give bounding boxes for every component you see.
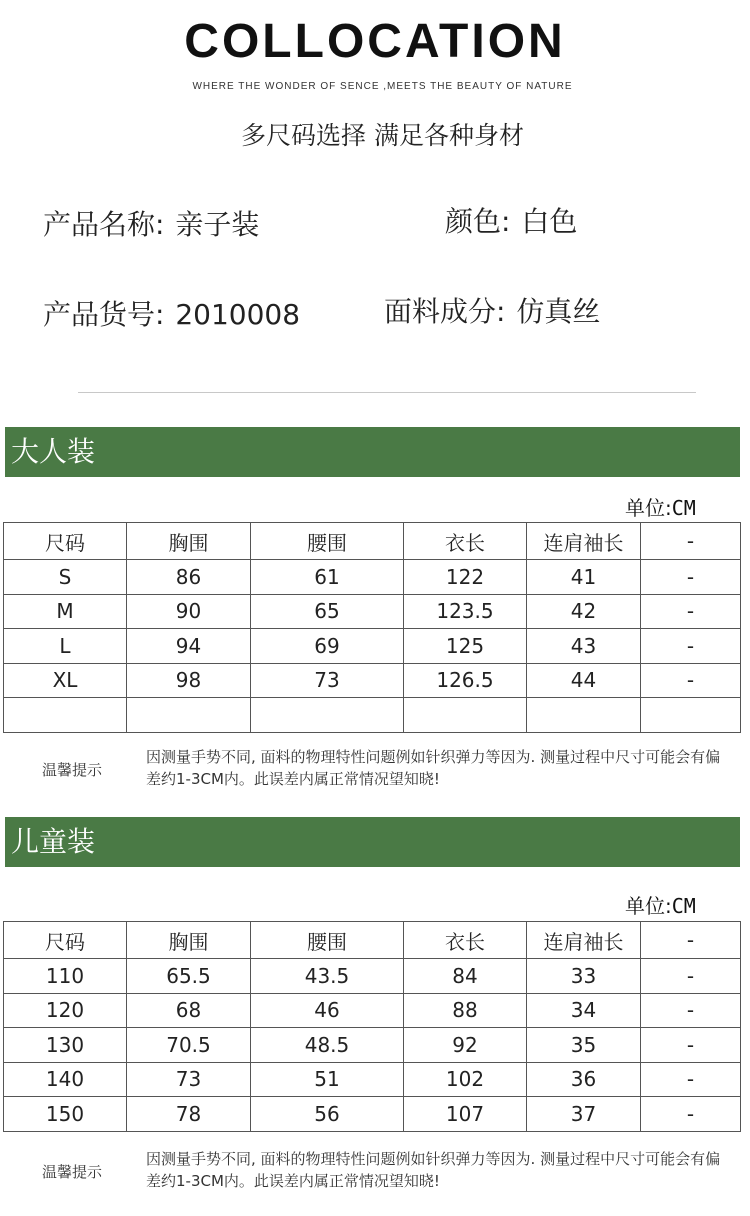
table-cell: 35 — [527, 1028, 641, 1063]
table-cell: 140 — [4, 1062, 127, 1097]
brand-title: COLLOCATION — [184, 15, 566, 68]
brand-tagline: WHERE THE WONDER OF SENCE ,MEETS THE BEAUTY OF NATURE — [192, 81, 573, 92]
table-cell: - — [641, 959, 741, 994]
table-cell: 68 — [127, 993, 251, 1028]
table-row — [4, 1028, 741, 1063]
adult-tip-label: 温馨提示 — [42, 761, 103, 779]
table-cell: 78 — [127, 1097, 251, 1132]
table-cell: 51 — [251, 1062, 404, 1097]
product-fabric-value: 仿真丝 — [516, 295, 601, 328]
header-cell: 尺码 — [4, 523, 127, 560]
table-cell: M — [4, 594, 127, 629]
table-cell: 90 — [127, 594, 251, 629]
table-cell: 130 — [4, 1028, 127, 1063]
header-cell: 胸围 — [127, 922, 251, 959]
table-cell — [641, 698, 741, 733]
table-cell: 69 — [251, 629, 404, 664]
table-row — [4, 663, 741, 698]
table-header-row — [4, 523, 741, 560]
product-color — [445, 200, 577, 240]
table-cell: 56 — [251, 1097, 404, 1132]
product-sku-value: 2010008 — [175, 298, 301, 331]
table-row — [4, 594, 741, 629]
adult-tip-text: 因测量手势不同, 面料的物理特性问题例如针织弹力等因为. 测量过程中尺寸可能会有偏差约1-3CM内。此误差内属正常情况望知晓! — [146, 748, 721, 788]
page-subtitle: 多尺码选择 满足各种身材 — [241, 121, 524, 150]
table-cell: 43 — [527, 629, 641, 664]
table-cell: - — [641, 663, 741, 698]
header-cell: - — [641, 922, 741, 959]
table-cell: 46 — [251, 993, 404, 1028]
table-row — [4, 629, 741, 664]
header-cell: 腰围 — [251, 523, 404, 560]
header-cell: 连肩袖长 — [527, 922, 641, 959]
header-cell: 腰围 — [251, 922, 404, 959]
table-cell: S — [4, 560, 127, 595]
table-cell: - — [641, 629, 741, 664]
table-row — [4, 959, 741, 994]
table-cell: 41 — [527, 560, 641, 595]
table-cell: 37 — [527, 1097, 641, 1132]
table-cell: 125 — [404, 629, 527, 664]
table-cell: 70.5 — [127, 1028, 251, 1063]
table-cell: 102 — [404, 1062, 527, 1097]
table-cell: 94 — [127, 629, 251, 664]
table-cell: 33 — [527, 959, 641, 994]
table-cell: 123.5 — [404, 594, 527, 629]
product-fabric — [384, 290, 600, 330]
table-cell: - — [641, 1097, 741, 1132]
table-cell: 110 — [4, 959, 127, 994]
table-cell: 73 — [127, 1062, 251, 1097]
table-header-row — [4, 922, 741, 959]
table-row — [4, 698, 741, 733]
adult-section-title: 大人装 — [5, 427, 740, 477]
table-cell — [251, 698, 404, 733]
table-cell: - — [641, 594, 741, 629]
table-cell: 48.5 — [251, 1028, 404, 1063]
product-color-value: 白色 — [521, 205, 578, 238]
table-cell: 73 — [251, 663, 404, 698]
child-section-title: 儿童装 — [5, 817, 740, 867]
product-sku-label: 产品货号: — [43, 298, 165, 331]
header-cell: 胸围 — [127, 523, 251, 560]
table-cell — [4, 698, 127, 733]
table-row — [4, 1097, 741, 1132]
table-cell: 65.5 — [127, 959, 251, 994]
product-color-label: 颜色: — [445, 205, 511, 238]
table-cell: 61 — [251, 560, 404, 595]
table-cell: XL — [4, 663, 127, 698]
child-unit — [625, 890, 696, 919]
header-cell: 尺码 — [4, 922, 127, 959]
table-cell: 84 — [404, 959, 527, 994]
table-cell: - — [641, 560, 741, 595]
child-unit-value: CM — [671, 894, 696, 918]
child-size-table — [3, 921, 741, 1132]
table-cell: 92 — [404, 1028, 527, 1063]
child-tip-label: 温馨提示 — [42, 1163, 103, 1181]
table-cell: L — [4, 629, 127, 664]
adult-size-table — [3, 522, 741, 733]
table-cell: 42 — [527, 594, 641, 629]
table-cell: - — [641, 1062, 741, 1097]
header-cell: 衣长 — [404, 523, 527, 560]
table-cell: - — [641, 1028, 741, 1063]
child-tip-text: 因测量手势不同, 面料的物理特性问题例如针织弹力等因为. 测量过程中尺寸可能会有偏差约1-3CM内。此误差内属正常情况望知晓! — [146, 1150, 721, 1190]
table-cell: 88 — [404, 993, 527, 1028]
product-name-label: 产品名称: — [43, 208, 165, 241]
table-cell: 126.5 — [404, 663, 527, 698]
product-fabric-label: 面料成分: — [384, 295, 506, 328]
table-cell: 120 — [4, 993, 127, 1028]
table-cell: 98 — [127, 663, 251, 698]
adult-unit-value: CM — [671, 496, 696, 520]
adult-unit-label: 单位: — [625, 496, 672, 520]
header-cell: 连肩袖长 — [527, 523, 641, 560]
table-cell — [127, 698, 251, 733]
header-cell: 衣长 — [404, 922, 527, 959]
product-sku — [43, 293, 300, 333]
adult-unit — [625, 492, 696, 521]
header-cell: - — [641, 523, 741, 560]
table-cell — [404, 698, 527, 733]
table-cell: 65 — [251, 594, 404, 629]
section-divider — [78, 392, 696, 393]
table-cell: 122 — [404, 560, 527, 595]
product-name-value: 亲子装 — [175, 208, 260, 241]
table-row — [4, 993, 741, 1028]
table-cell: 107 — [404, 1097, 527, 1132]
table-cell: 43.5 — [251, 959, 404, 994]
table-cell: 150 — [4, 1097, 127, 1132]
table-cell: 36 — [527, 1062, 641, 1097]
child-unit-label: 单位: — [625, 894, 672, 918]
table-cell: 34 — [527, 993, 641, 1028]
product-name — [43, 203, 259, 243]
table-cell — [527, 698, 641, 733]
table-cell: 86 — [127, 560, 251, 595]
table-cell: - — [641, 993, 741, 1028]
table-cell: 44 — [527, 663, 641, 698]
table-row — [4, 1062, 741, 1097]
table-row — [4, 560, 741, 595]
